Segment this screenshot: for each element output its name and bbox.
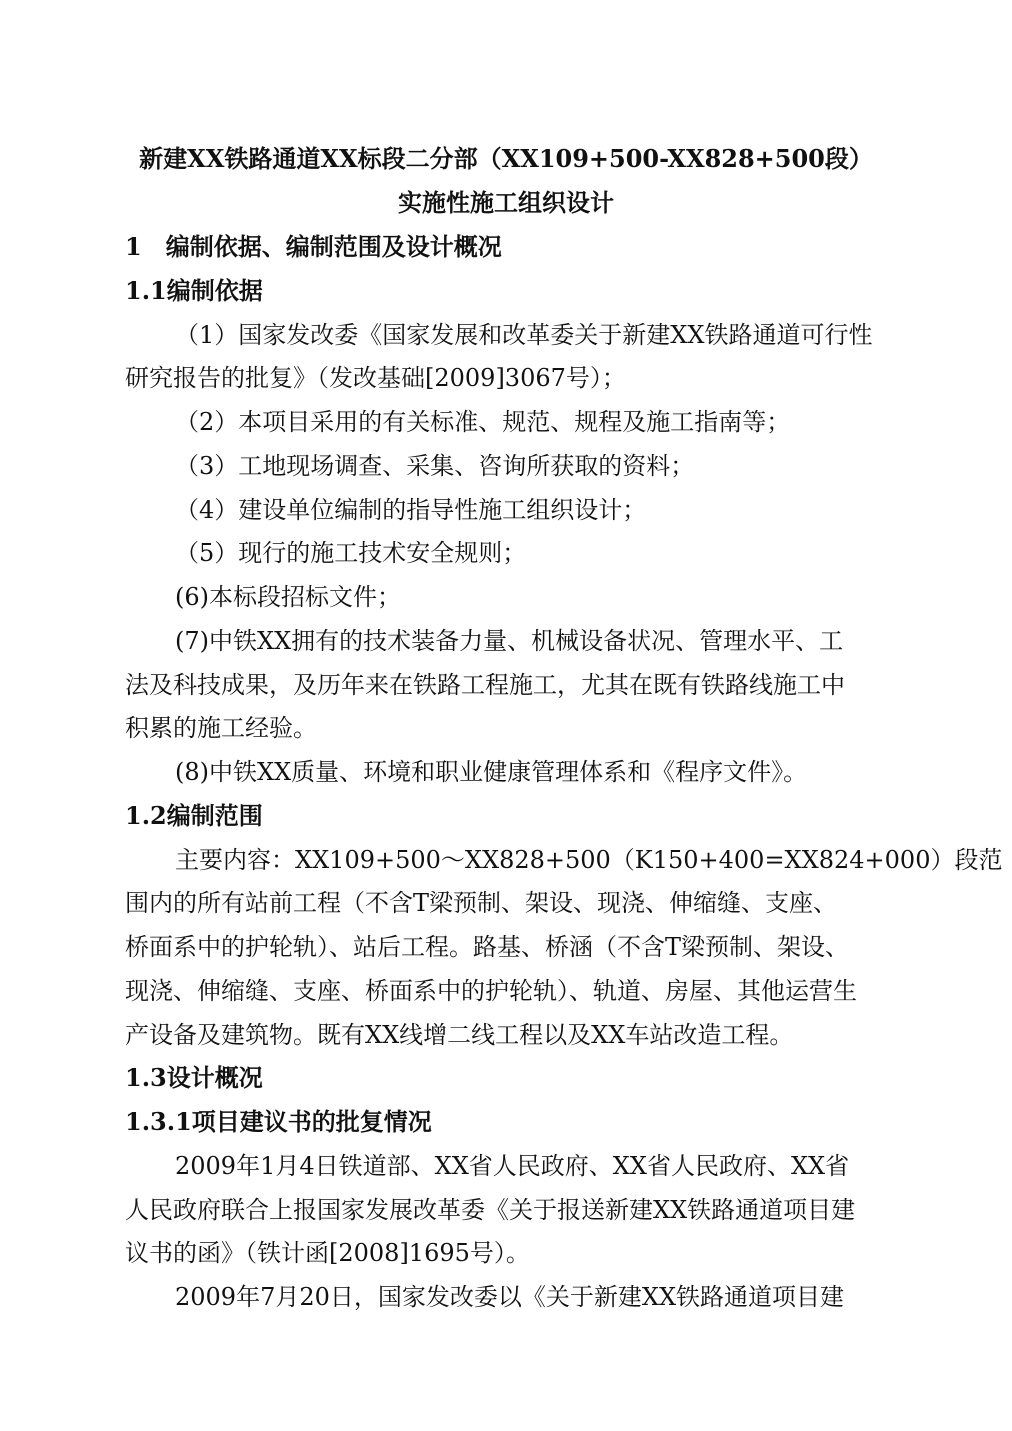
basis-item-8: (8)中铁XX质量、环境和职业健康管理体系和《程序文件》。 (175, 758, 808, 786)
basis-item-3: （3）工地现场调查、采集、咨询所获取的资料； (175, 452, 695, 480)
basis-item-4: （4）建设单位编制的指导性施工组织设计； (175, 496, 647, 524)
approval-para1-line3: 议书的函》（铁计函[2008]1695号）。 (125, 1239, 530, 1267)
scope-line3: 桥面系中的护轮轨）、站后工程。路基、桥涵（不含T梁预制、架设、 (125, 933, 850, 961)
basis-item-7-line1: (7)中铁XX拥有的技术装备力量、机械设备状况、管理水平、工 (175, 627, 844, 655)
basis-item-1-line2: 研究报告的批复》（发改基础[2009]3067号）； (125, 364, 626, 392)
section-heading-1-3-1: 1.3.1项目建议书的批复情况 (125, 1107, 432, 1136)
basis-item-6: (6)本标段招标文件； (175, 583, 401, 611)
section-heading-1-3: 1.3设计概况 (125, 1063, 263, 1092)
basis-item-2: （2）本项目采用的有关标准、规范、规程及施工指南等； (175, 408, 791, 436)
document-title-line2: 实施性施工组织设计 (398, 188, 614, 217)
approval-para1-line2: 人民政府联合上报国家发展改革委《关于报送新建XX铁路通道项目建 (125, 1196, 856, 1224)
basis-item-7-line3: 积累的施工经验。 (125, 714, 317, 742)
section-heading-1-1: 1.1编制依据 (125, 276, 263, 305)
basis-item-1-line1: （1）国家发改委《国家发展和改革委关于新建XX铁路通道可行性 (175, 321, 873, 349)
basis-item-5: （5）现行的施工技术安全规则； (175, 539, 527, 567)
scope-line4: 现浇、伸缩缝、支座、桥面系中的护轮轨）、轨道、房屋、其他运营生 (125, 977, 857, 1005)
scope-line5: 产设备及建筑物。既有XX线增二线工程以及XX车站改造工程。 (125, 1021, 794, 1049)
basis-item-7-line2: 法及科技成果，及历年来在铁路工程施工，尤其在既有铁路线施工中 (125, 671, 845, 699)
section-heading-1-2: 1.2编制范围 (125, 801, 263, 830)
approval-para1-line1: 2009年1月4日铁道部、XX省人民政府、XX省人民政府、XX省 (175, 1152, 850, 1180)
approval-para2-line1: 2009年7月20日，国家发改委以《关于新建XX铁路通道项目建 (175, 1283, 845, 1311)
document-title-line1: 新建XX铁路通道XX标段二分部（XX109+500-XX828+500段） (139, 144, 873, 173)
section-heading-1: 1 编制依据、编制范围及设计概况 (125, 232, 502, 261)
scope-line2: 围内的所有站前工程（不含T梁预制、架设、现浇、伸缩缝、支座、 (125, 889, 838, 917)
scope-line1: 主要内容：XX109+500～XX828+500（K150+400=XX824+000）段范 (175, 846, 1003, 874)
